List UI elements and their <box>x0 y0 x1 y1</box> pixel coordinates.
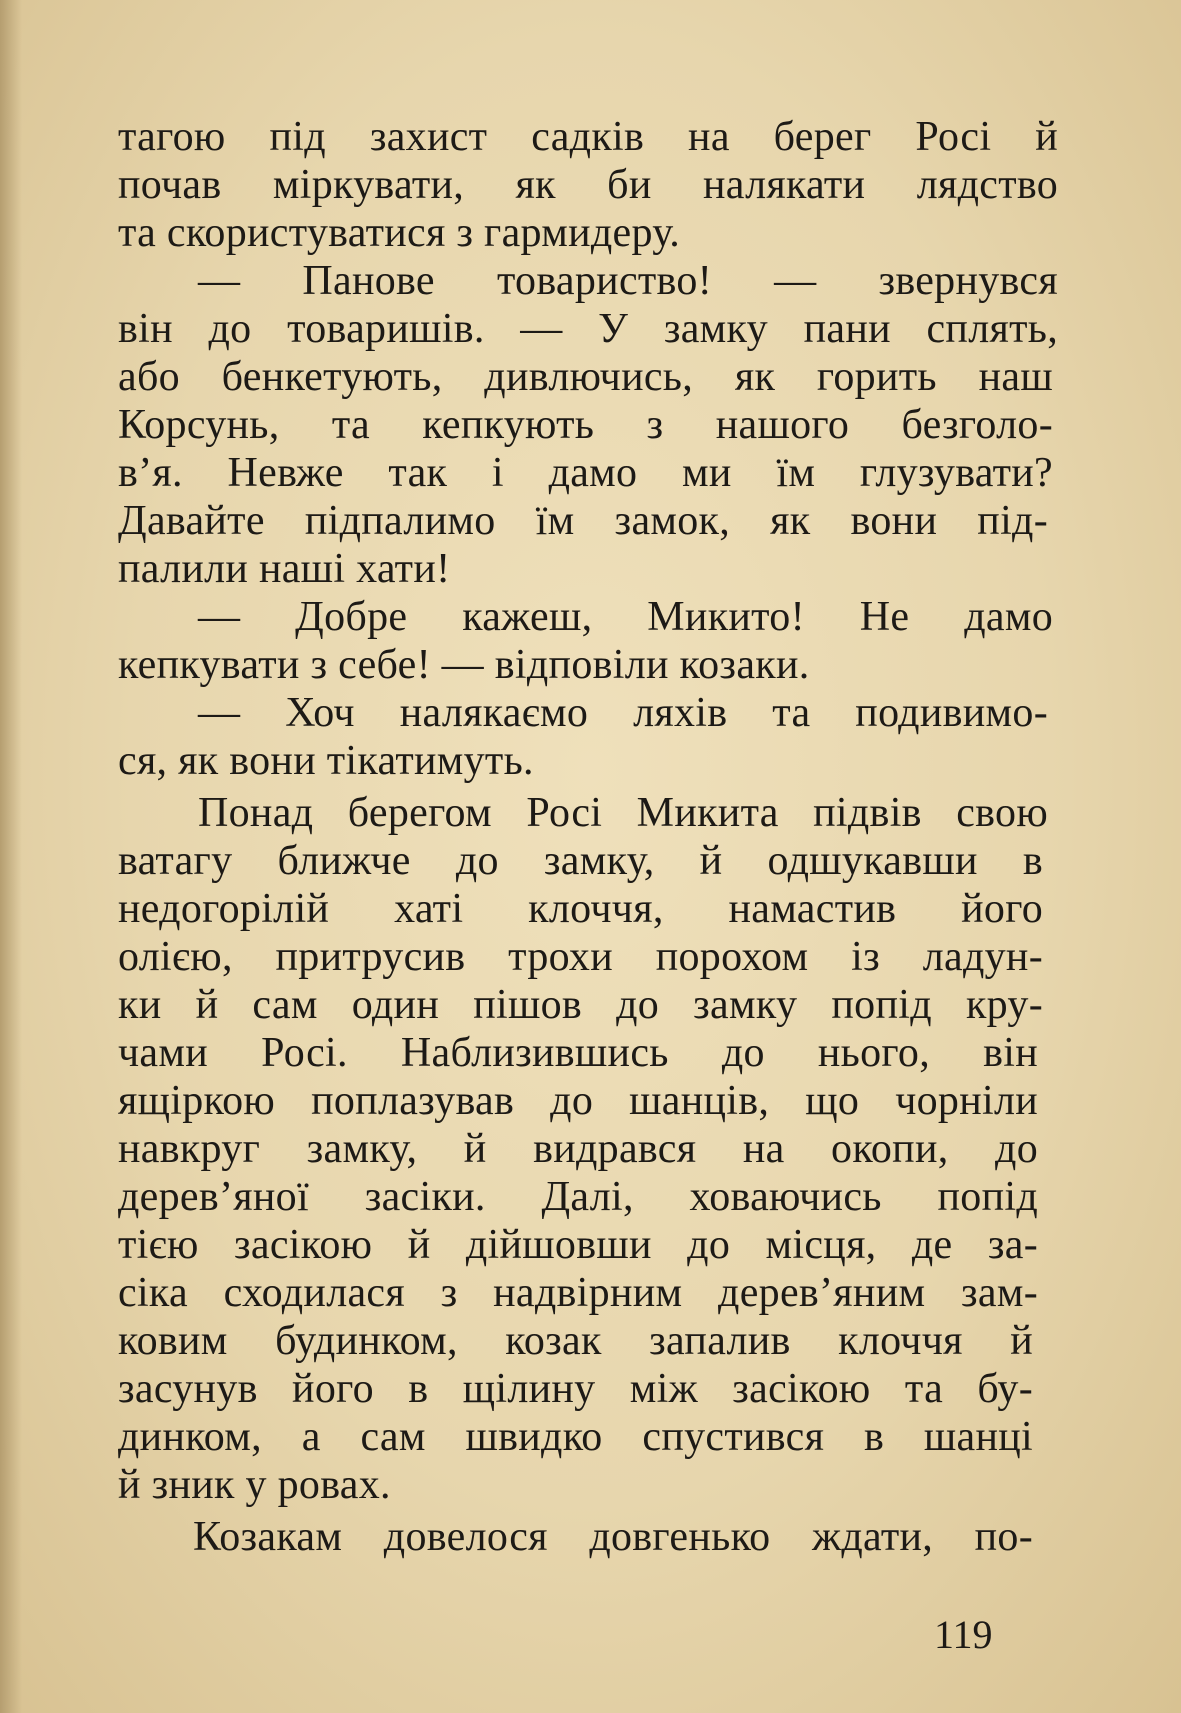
text-line: олією, притрусив трохи порохом із ладун- <box>118 934 1043 980</box>
text-line: недогорілій хаті клоччя, намастив його <box>118 886 1043 932</box>
text-line: ся, як вони тікатимуть. <box>118 738 534 784</box>
text-line: Козакам довелося довгенько ждати, по- <box>193 1514 1033 1560</box>
text-line: він до товаришів. — У замку пани сплять, <box>118 306 1058 352</box>
page-number: 119 <box>934 1612 993 1657</box>
text-line: Давайте підпалимо їм замок, як вони під- <box>118 498 1048 544</box>
text-line: сіка сходилася з надвірним дерев’яним зам- <box>118 1270 1038 1316</box>
text-line: в’я. Невже так і дамо ми їм глузувати? <box>118 450 1053 496</box>
text-line: або бенкетують, дивлючись, як горить наш <box>118 354 1053 400</box>
text-line: навкруг замку, й видрався на окопи, до <box>118 1126 1038 1172</box>
text-line: тагою під захист садків на берег Росі й <box>118 114 1058 160</box>
text-line: й зник у ровах. <box>118 1462 391 1508</box>
text-line: дерев’яної засіки. Далі, ховаючись попід <box>118 1174 1038 1220</box>
text-line: тією засікою й дійшовши до місця, де за- <box>118 1222 1038 1268</box>
text-line: почав міркувати, як би налякати лядство <box>118 162 1058 208</box>
text-line: засунув його в щілину між засікою та бу- <box>118 1366 1033 1412</box>
text-line: ватагу ближче до замку, й одшукавши в <box>118 838 1043 884</box>
text-line: динком, а сам швидко спустився в шанці <box>118 1414 1033 1460</box>
text-line: ящіркою поплазував до шанців, що чорніли <box>118 1078 1038 1124</box>
text-line: кепкувати з себе! — відповіли козаки. <box>118 642 810 688</box>
text-line: палили наші хати! <box>118 546 451 592</box>
text-line: — Добре кажеш, Микито! Не дамо <box>198 594 1053 640</box>
text-line: Понад берегом Росі Микита підвів свою <box>198 790 1048 836</box>
text-line: чами Росі. Наблизившись до нього, він <box>118 1030 1038 1076</box>
text-line: ковим будинком, козак запалив клоччя й <box>118 1318 1033 1364</box>
text-line: — Панове товариство! — звернувся <box>198 258 1058 304</box>
text-line: та скористуватися з гармидеру. <box>118 210 681 256</box>
text-line: Корсунь, та кепкують з нашого безголо- <box>118 402 1053 448</box>
text-line: — Хоч налякаємо ляхів та подивимо- <box>198 690 1048 736</box>
text-line: ки й сам один пішов до замку попід кру- <box>118 982 1043 1028</box>
